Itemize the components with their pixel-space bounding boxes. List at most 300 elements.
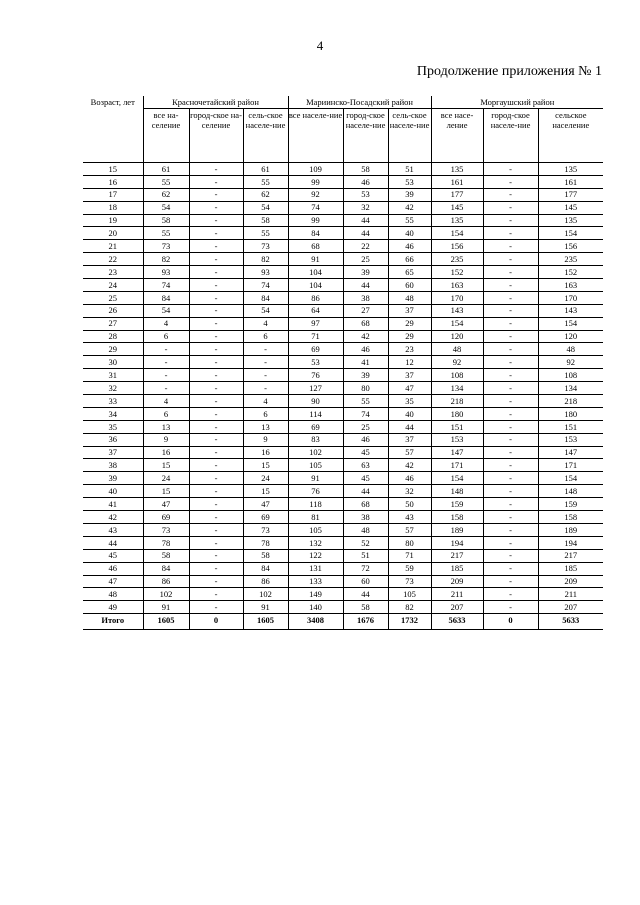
value-cell: 148 (431, 485, 483, 498)
age-cell: 24 (83, 279, 143, 292)
value-cell: - (189, 420, 243, 433)
value-cell: - (189, 485, 243, 498)
table-row (83, 536, 603, 549)
value-cell: 68 (343, 498, 388, 511)
value-cell: 122 (288, 549, 343, 562)
value-cell: 153 (538, 433, 603, 446)
age-cell: 27 (83, 317, 143, 330)
table-row (83, 279, 603, 292)
value-cell: 84 (243, 562, 288, 575)
value-cell: 48 (343, 523, 388, 536)
value-cell: - (483, 266, 538, 279)
value-cell: 235 (431, 253, 483, 266)
value-cell: 102 (288, 446, 343, 459)
value-cell: 54 (243, 201, 288, 214)
table-row (83, 549, 603, 562)
value-cell: 62 (243, 188, 288, 201)
value-cell: - (189, 369, 243, 382)
table-row (83, 588, 603, 601)
value-cell: 171 (431, 459, 483, 472)
value-cell: 154 (431, 472, 483, 485)
value-cell: 131 (288, 562, 343, 575)
district-header: Мариинско-Посадский район (288, 96, 431, 109)
value-cell: 4 (243, 395, 288, 408)
table-row (83, 317, 603, 330)
value-cell: 22 (343, 240, 388, 253)
value-cell: - (143, 369, 189, 382)
value-cell: 104 (288, 279, 343, 292)
value-cell: - (189, 330, 243, 343)
value-cell: 140 (288, 601, 343, 614)
value-cell: - (189, 214, 243, 227)
value-cell: 1732 (388, 614, 431, 630)
value-cell: 47 (243, 498, 288, 511)
value-cell: 58 (143, 214, 189, 227)
value-cell: - (189, 446, 243, 459)
value-cell: 74 (343, 407, 388, 420)
value-cell: 68 (288, 240, 343, 253)
value-cell: 0 (483, 614, 538, 630)
value-cell: 73 (243, 240, 288, 253)
value-cell: 145 (431, 201, 483, 214)
value-cell: - (189, 549, 243, 562)
value-cell: 154 (538, 317, 603, 330)
value-cell: 151 (538, 420, 603, 433)
age-cell: 20 (83, 227, 143, 240)
value-cell: - (483, 420, 538, 433)
value-cell: - (483, 523, 538, 536)
age-cell: 31 (83, 369, 143, 382)
table-row (83, 343, 603, 356)
value-cell: 114 (288, 407, 343, 420)
value-cell: - (189, 523, 243, 536)
value-cell: 15 (143, 485, 189, 498)
value-cell: 41 (343, 356, 388, 369)
table-row (83, 240, 603, 253)
value-cell: 102 (143, 588, 189, 601)
value-cell: 29 (388, 330, 431, 343)
value-cell: 47 (388, 382, 431, 395)
table-row (83, 420, 603, 433)
value-cell: 73 (143, 523, 189, 536)
value-cell: 135 (538, 163, 603, 176)
value-cell: 84 (288, 227, 343, 240)
value-cell: - (189, 498, 243, 511)
value-cell: - (483, 511, 538, 524)
value-cell: 16 (143, 446, 189, 459)
age-cell: 29 (83, 343, 143, 356)
value-cell: 74 (143, 279, 189, 292)
value-cell: 16 (243, 446, 288, 459)
value-cell: 154 (431, 227, 483, 240)
value-cell: 25 (343, 420, 388, 433)
value-cell: 4 (243, 317, 288, 330)
value-cell: - (189, 317, 243, 330)
value-cell: 105 (288, 459, 343, 472)
value-cell: 211 (538, 588, 603, 601)
value-cell: 69 (288, 343, 343, 356)
value-cell: - (483, 588, 538, 601)
value-cell: - (143, 343, 189, 356)
value-cell: 55 (243, 175, 288, 188)
value-cell: 5633 (538, 614, 603, 630)
value-cell: 82 (243, 253, 288, 266)
value-cell: - (483, 227, 538, 240)
value-cell: 217 (431, 549, 483, 562)
value-cell: 80 (388, 536, 431, 549)
value-cell: 1605 (143, 614, 189, 630)
table-row (83, 472, 603, 485)
value-cell: 209 (538, 575, 603, 588)
value-cell: 1605 (243, 614, 288, 630)
value-cell: - (189, 227, 243, 240)
age-cell: 42 (83, 511, 143, 524)
value-cell: - (483, 369, 538, 382)
value-cell: - (189, 279, 243, 292)
age-cell: 38 (83, 459, 143, 472)
value-cell: 82 (388, 601, 431, 614)
value-cell: 133 (288, 575, 343, 588)
value-cell: - (189, 407, 243, 420)
value-cell: 235 (538, 253, 603, 266)
value-cell: 158 (538, 511, 603, 524)
age-cell: 25 (83, 291, 143, 304)
value-cell: 84 (143, 562, 189, 575)
value-cell: 185 (431, 562, 483, 575)
age-cell: 37 (83, 446, 143, 459)
value-cell: 6 (143, 407, 189, 420)
value-cell: 99 (288, 175, 343, 188)
value-cell: 38 (343, 511, 388, 524)
value-cell: 135 (431, 214, 483, 227)
value-cell: - (143, 356, 189, 369)
table-row (83, 163, 603, 176)
value-cell: 161 (431, 175, 483, 188)
value-cell: 159 (431, 498, 483, 511)
value-cell: 71 (388, 549, 431, 562)
value-cell: - (483, 175, 538, 188)
value-cell: 42 (343, 330, 388, 343)
value-cell: - (189, 343, 243, 356)
value-cell: 83 (288, 433, 343, 446)
value-cell: 217 (538, 549, 603, 562)
value-cell: 39 (388, 188, 431, 201)
age-cell: 43 (83, 523, 143, 536)
value-cell: 53 (388, 175, 431, 188)
value-cell: 99 (288, 214, 343, 227)
value-cell: 218 (538, 395, 603, 408)
value-cell: 207 (538, 601, 603, 614)
age-cell: 34 (83, 407, 143, 420)
value-cell: 44 (343, 214, 388, 227)
value-cell: 152 (538, 266, 603, 279)
value-cell: 153 (431, 433, 483, 446)
value-cell: 105 (388, 588, 431, 601)
value-cell: 84 (143, 291, 189, 304)
value-cell: 69 (243, 511, 288, 524)
value-cell: 135 (538, 214, 603, 227)
value-cell: - (483, 395, 538, 408)
value-cell: 134 (431, 382, 483, 395)
value-cell: 44 (343, 588, 388, 601)
value-cell: - (483, 382, 538, 395)
value-cell: 27 (343, 304, 388, 317)
value-cell: 61 (243, 163, 288, 176)
total-label: Итого (83, 614, 143, 630)
value-cell: 143 (431, 304, 483, 317)
value-cell: - (189, 395, 243, 408)
value-cell: 108 (538, 369, 603, 382)
value-cell: - (483, 498, 538, 511)
value-cell: - (189, 575, 243, 588)
value-cell: - (483, 433, 538, 446)
value-cell: 24 (143, 472, 189, 485)
value-cell: - (483, 253, 538, 266)
value-cell: - (483, 343, 538, 356)
value-cell: 40 (388, 407, 431, 420)
table-row (83, 291, 603, 304)
value-cell: 45 (343, 472, 388, 485)
value-cell: - (189, 459, 243, 472)
value-cell: 147 (538, 446, 603, 459)
table-row (83, 356, 603, 369)
value-cell: 48 (431, 343, 483, 356)
value-cell: 39 (343, 266, 388, 279)
column-header: все на-селение (143, 109, 189, 163)
value-cell: 218 (431, 395, 483, 408)
value-cell: 55 (343, 395, 388, 408)
value-cell: - (189, 175, 243, 188)
value-cell: 44 (343, 279, 388, 292)
table-row (83, 459, 603, 472)
value-cell: - (483, 356, 538, 369)
value-cell: 68 (343, 317, 388, 330)
value-cell: - (189, 304, 243, 317)
value-cell: 55 (243, 227, 288, 240)
value-cell: - (483, 536, 538, 549)
value-cell: 209 (431, 575, 483, 588)
value-cell: 72 (343, 562, 388, 575)
value-cell: - (483, 549, 538, 562)
age-header: Возраст, лет (83, 96, 143, 163)
value-cell: - (483, 291, 538, 304)
value-cell: - (243, 369, 288, 382)
age-cell: 35 (83, 420, 143, 433)
value-cell: 109 (288, 163, 343, 176)
value-cell: 97 (288, 317, 343, 330)
age-cell: 22 (83, 253, 143, 266)
value-cell: 154 (431, 317, 483, 330)
table-row (83, 575, 603, 588)
value-cell: 37 (388, 433, 431, 446)
value-cell: 5633 (431, 614, 483, 630)
value-cell: - (189, 201, 243, 214)
value-cell: 71 (288, 330, 343, 343)
age-cell: 21 (83, 240, 143, 253)
value-cell: 163 (538, 279, 603, 292)
column-header: все населе-ние (288, 109, 343, 163)
column-header: город-ское населе-ние (343, 109, 388, 163)
value-cell: 74 (243, 279, 288, 292)
age-cell: 33 (83, 395, 143, 408)
value-cell: 76 (288, 485, 343, 498)
value-cell: 194 (538, 536, 603, 549)
table-row (83, 369, 603, 382)
age-cell: 46 (83, 562, 143, 575)
value-cell: 44 (343, 227, 388, 240)
value-cell: - (189, 511, 243, 524)
value-cell: 54 (143, 201, 189, 214)
value-cell: 69 (143, 511, 189, 524)
value-cell: 43 (388, 511, 431, 524)
value-cell: - (483, 304, 538, 317)
age-cell: 40 (83, 485, 143, 498)
value-cell: 120 (431, 330, 483, 343)
value-cell: 58 (243, 549, 288, 562)
value-cell: 45 (343, 446, 388, 459)
value-cell: 159 (538, 498, 603, 511)
value-cell: 60 (343, 575, 388, 588)
column-header: город-ское на-селение (189, 109, 243, 163)
value-cell: 102 (243, 588, 288, 601)
value-cell: 62 (143, 188, 189, 201)
value-cell: - (483, 214, 538, 227)
age-cell: 23 (83, 266, 143, 279)
age-cell: 16 (83, 175, 143, 188)
value-cell: 73 (388, 575, 431, 588)
value-cell: 58 (243, 214, 288, 227)
value-cell: 32 (343, 201, 388, 214)
value-cell: 134 (538, 382, 603, 395)
value-cell: - (189, 163, 243, 176)
value-cell: 91 (243, 601, 288, 614)
value-cell: 90 (288, 395, 343, 408)
value-cell: 51 (343, 549, 388, 562)
value-cell: - (189, 266, 243, 279)
value-cell: 9 (143, 433, 189, 446)
value-cell: 55 (143, 175, 189, 188)
value-cell: - (483, 330, 538, 343)
value-cell: - (483, 446, 538, 459)
value-cell: 148 (538, 485, 603, 498)
value-cell: 64 (288, 304, 343, 317)
value-cell: 151 (431, 420, 483, 433)
value-cell: 154 (538, 472, 603, 485)
value-cell: 35 (388, 395, 431, 408)
value-cell: - (483, 163, 538, 176)
value-cell: - (483, 317, 538, 330)
value-cell: 38 (343, 291, 388, 304)
value-cell: - (243, 382, 288, 395)
value-cell: 42 (388, 459, 431, 472)
value-cell: 47 (143, 498, 189, 511)
value-cell: 180 (538, 407, 603, 420)
table-row (83, 304, 603, 317)
value-cell: - (189, 188, 243, 201)
value-cell: 156 (538, 240, 603, 253)
value-cell: 54 (143, 304, 189, 317)
value-cell: 6 (243, 330, 288, 343)
value-cell: 180 (431, 407, 483, 420)
value-cell: 60 (388, 279, 431, 292)
value-cell: 51 (388, 163, 431, 176)
value-cell: - (483, 472, 538, 485)
table-row (83, 562, 603, 575)
value-cell: 91 (288, 472, 343, 485)
table-row (83, 201, 603, 214)
value-cell: 143 (538, 304, 603, 317)
table-row (83, 433, 603, 446)
value-cell: - (189, 562, 243, 575)
age-cell: 30 (83, 356, 143, 369)
table-row (83, 227, 603, 240)
value-cell: 158 (431, 511, 483, 524)
value-cell: 24 (243, 472, 288, 485)
table-row (83, 601, 603, 614)
value-cell: 80 (343, 382, 388, 395)
value-cell: 53 (288, 356, 343, 369)
value-cell: 170 (431, 291, 483, 304)
value-cell: 104 (288, 266, 343, 279)
age-cell: 41 (83, 498, 143, 511)
value-cell: - (483, 459, 538, 472)
value-cell: 58 (343, 601, 388, 614)
value-cell: 127 (288, 382, 343, 395)
page-number: 4 (316, 38, 324, 53)
value-cell: - (483, 601, 538, 614)
age-cell: 17 (83, 188, 143, 201)
value-cell: 145 (538, 201, 603, 214)
value-cell: 13 (143, 420, 189, 433)
table-row (83, 214, 603, 227)
value-cell: 55 (388, 214, 431, 227)
value-cell: - (189, 536, 243, 549)
value-cell: 46 (343, 343, 388, 356)
value-cell: 163 (431, 279, 483, 292)
value-cell: 6 (143, 330, 189, 343)
value-cell: - (189, 356, 243, 369)
value-cell: 108 (431, 369, 483, 382)
value-cell: 161 (538, 175, 603, 188)
district-header: Красночетайский район (143, 96, 288, 109)
value-cell: 32 (388, 485, 431, 498)
value-cell: 92 (431, 356, 483, 369)
age-cell: 39 (83, 472, 143, 485)
value-cell: 46 (343, 433, 388, 446)
district-header: Моргаушский район (431, 96, 603, 109)
value-cell: 92 (288, 188, 343, 201)
value-cell: 44 (343, 485, 388, 498)
value-cell: 73 (243, 523, 288, 536)
age-cell: 48 (83, 588, 143, 601)
value-cell: - (189, 433, 243, 446)
table-row (83, 446, 603, 459)
value-cell: 120 (538, 330, 603, 343)
value-cell: 177 (431, 188, 483, 201)
value-cell: 4 (143, 317, 189, 330)
value-cell: 74 (288, 201, 343, 214)
value-cell: 12 (388, 356, 431, 369)
value-cell: - (483, 201, 538, 214)
value-cell: 57 (388, 523, 431, 536)
value-cell: 185 (538, 562, 603, 575)
value-cell: 48 (388, 291, 431, 304)
age-cell: 45 (83, 549, 143, 562)
value-cell: 73 (143, 240, 189, 253)
value-cell: 86 (143, 575, 189, 588)
age-cell: 15 (83, 163, 143, 176)
value-cell: 57 (388, 446, 431, 459)
